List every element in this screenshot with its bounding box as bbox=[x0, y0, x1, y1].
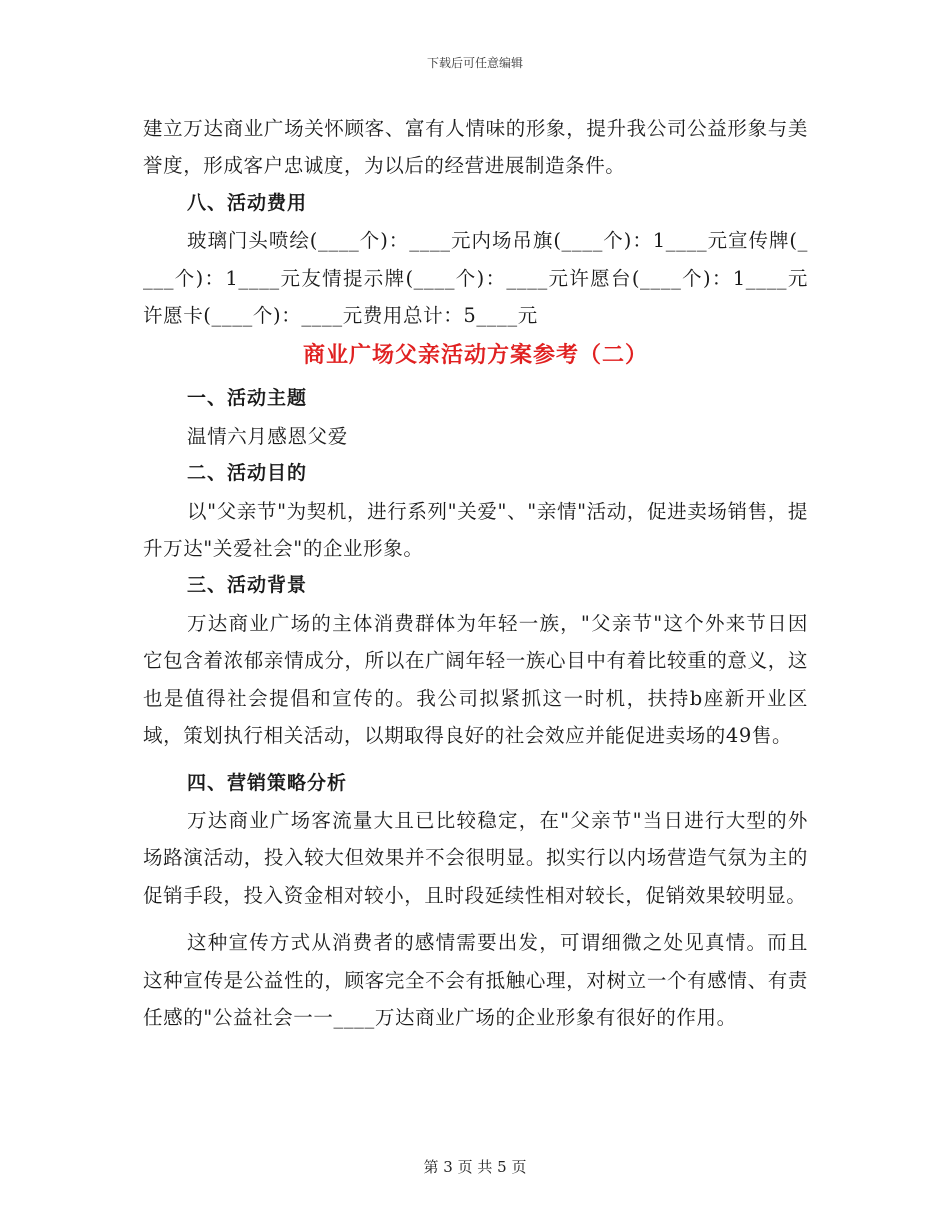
document-body bbox=[143, 110, 808, 1036]
section3-heading: 三、活动背景 bbox=[187, 574, 308, 597]
section1-paragraph: 温情六月感恩父爱 bbox=[187, 424, 348, 448]
section4-paragraph-1: 万达商业广场客流量大且已比较稳定，在"父亲节"当日进行大型的外场路演活动，投入较大但效果并不会很明显。拟实行以内场营造气氛为主的促销手段，投入资金相对较小，且时段延续性相对较长，促销效果较明显。 bbox=[143, 808, 808, 907]
section4-heading: 四、营销策略分析 bbox=[187, 771, 348, 794]
section2-paragraph: 以"父亲节"为契机，进行系列"关爱"、"亲情"活动，促进卖场销售，提升万达"关爱社会"的企业形象。 bbox=[143, 499, 808, 561]
section8-heading: 八、活动费用 bbox=[187, 191, 308, 214]
page-header: 下载后可任意编辑 bbox=[426, 56, 523, 70]
page-footer: 第 3 页 共 5 页 bbox=[423, 1158, 527, 1176]
section3-paragraph: 万达商业广场的主体消费群体为年轻一族，"父亲节"这个外来节日因它包含着浓郁亲情成分，所以在广阔年轻一族心目中有着比较重的意义，这也是值得社会提倡和宣传的。我公司拟紧抓这一时机，扶持b座新开业区域，策划执行相关活动，以期取得良好的社会效应并能促进卖场的49售。 bbox=[143, 611, 808, 748]
section2-heading: 二、活动目的 bbox=[187, 462, 308, 485]
cost-list-paragraph: 玻璃门头喷绘(____个)：____元内场吊旗(____个)：1____元宣传牌(____个)：1____元友情提示牌(____个)：____元许愿台(____个)：1____元许愿卡(____个)：____元费用总计：5____元 bbox=[143, 229, 808, 328]
document-title: 商业广场父亲活动方案参考（二） bbox=[302, 343, 648, 369]
spacer bbox=[143, 755, 808, 765]
section8-intro-paragraph: 建立万达商业广场关怀顾客、富有人情味的形象，提升我公司公益形象与美誉度，形成客户忠诚度，为以后的经营进展制造条件。 bbox=[143, 117, 808, 178]
spacer bbox=[143, 914, 808, 924]
section4-paragraph-2: 这种宣传方式从消费者的感情需要出发，可谓细微之处见真情。而且这种宣传是公益性的，顾客完全不会有抵触心理，对树立一个有感情、有责任感的"公益社会一一____万达商业广场的企业形象有很好的作用。 bbox=[143, 931, 808, 1029]
section1-heading: 一、活动主题 bbox=[187, 387, 308, 410]
